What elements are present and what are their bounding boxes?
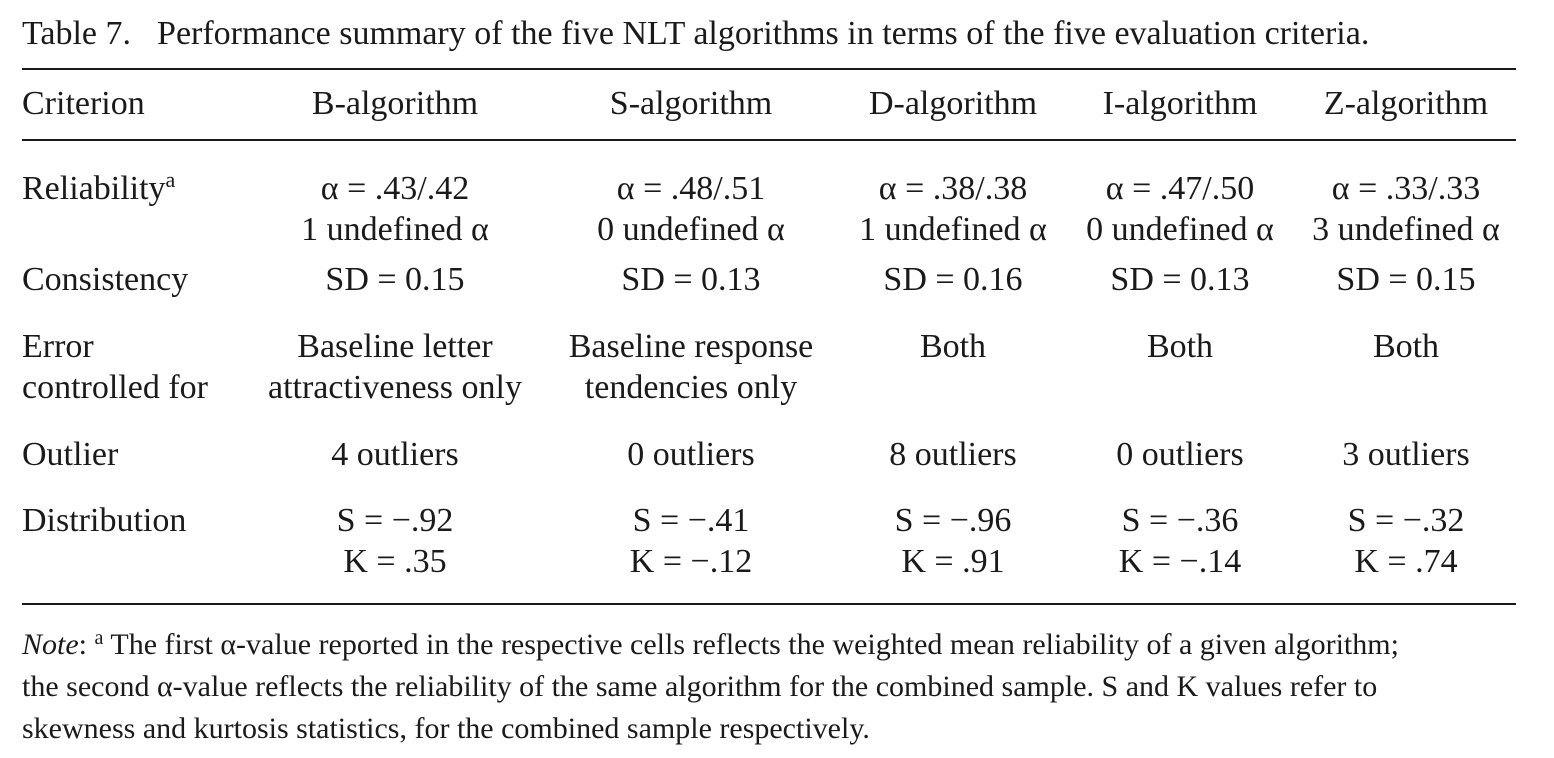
row-label-outlier: Outlier <box>22 436 119 473</box>
table-note <box>22 624 1516 750</box>
note-line-1: Note: $^a$ The first α-value reported in the respective cells reflects the weighted mean reliability of a given algorithm; <box>22 627 1399 661</box>
row-label-reliability: Reliability$^a$ <box>22 167 176 207</box>
caption-label: Table 7. <box>22 15 132 52</box>
cell-outlier-z: 3 outliers <box>1342 436 1470 473</box>
table-row-distribution <box>22 500 1516 582</box>
cell-consistency-z: SD = 0.15 <box>1336 261 1476 298</box>
cell-outlier-i: 0 outliers <box>1116 436 1244 473</box>
cell-reliability-d: α = .38/.38 1 undefined α <box>859 170 1047 248</box>
cell-reliability-z: α = .33/.33 3 undefined α <box>1312 170 1500 248</box>
header-z-algorithm: Z-algorithm <box>1323 85 1489 122</box>
top-rule <box>22 68 1516 70</box>
header-b-algorithm: B-algorithm <box>311 85 479 122</box>
table-row-reliability <box>22 154 1516 259</box>
header-s-algorithm: S-algorithm <box>609 85 773 122</box>
table-row-error <box>22 326 1516 434</box>
cell-outlier-d: 8 outliers <box>889 436 1017 473</box>
cell-error-s: Baseline response tendencies only <box>568 328 814 406</box>
performance-table <box>22 82 1516 582</box>
row-label-consistency: Consistency <box>22 261 189 298</box>
cell-distribution-d: S = −.96 K = .91 <box>894 502 1012 580</box>
table-caption <box>22 12 1369 56</box>
cell-error-d: Both <box>919 328 987 365</box>
cell-consistency-d: SD = 0.16 <box>883 261 1023 298</box>
note-label: Note <box>22 628 79 661</box>
cell-outlier-s: 0 outliers <box>627 436 755 473</box>
bottom-rule <box>22 603 1516 605</box>
row-label-error: Error controlled for <box>22 328 208 406</box>
row-label-distribution: Distribution <box>22 502 187 539</box>
cell-consistency-s: SD = 0.13 <box>621 261 761 298</box>
header-criterion: Criterion <box>22 85 145 122</box>
footnote-mark: a <box>165 167 176 192</box>
note-line-2: the second α-value reflects the reliability of the same algorithm for the combined sample. S and K values refer to <box>22 670 1378 703</box>
cell-consistency-i: SD = 0.13 <box>1110 261 1250 298</box>
cell-reliability-i: α = .47/.50 0 undefined α <box>1086 170 1274 248</box>
cell-distribution-i: S = −.36 K = −.14 <box>1118 502 1242 580</box>
cell-consistency-b: SD = 0.15 <box>325 261 465 298</box>
cell-error-b: Baseline letter attractiveness only <box>268 328 522 406</box>
cell-distribution-b: S = −.92 K = .35 <box>336 502 454 580</box>
cell-reliability-b: α = .43/.42 1 undefined α <box>301 170 489 248</box>
header-row <box>22 82 1516 154</box>
header-d-algorithm: D-algorithm <box>868 85 1038 122</box>
cell-error-z: Both <box>1372 328 1440 365</box>
note-footnote-mark: a <box>94 627 104 649</box>
note-line-3: skewness and kurtosis statistics, for the combined sample respectively. <box>22 712 870 745</box>
cell-outlier-b: 4 outliers <box>331 436 459 473</box>
cell-error-i: Both <box>1146 328 1214 365</box>
table-row-outlier <box>22 434 1516 500</box>
header-i-algorithm: I-algorithm <box>1102 85 1258 122</box>
caption-text: Performance summary of the five NLT algorithms in terms of the five evaluation criteria. <box>157 15 1370 52</box>
cell-distribution-s: S = −.41 K = −.12 <box>629 502 753 580</box>
table-row-consistency <box>22 259 1516 326</box>
cell-distribution-z: S = −.32 K = .74 <box>1347 502 1465 580</box>
cell-reliability-s: α = .48/.51 0 undefined α <box>597 170 785 248</box>
